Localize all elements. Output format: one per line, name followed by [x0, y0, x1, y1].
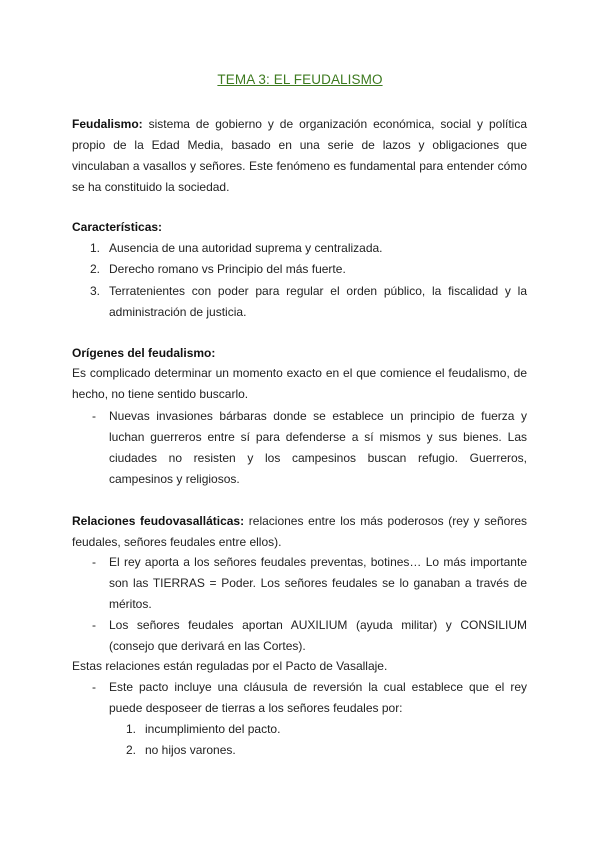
- list-number: 2.: [90, 262, 101, 276]
- page-title: TEMA 3: EL FEUDALISMO: [217, 72, 383, 87]
- relaciones-text: relaciones entre los más poderosos (rey y señores feudales, señores feudales entre ellos).: [72, 514, 527, 549]
- list-number: 3.: [90, 284, 101, 298]
- origenes-paragraph: Es complicado determinar un momento exacto en el que comience el feudalismo, de hecho, no tiene sentido buscarlo.: [72, 366, 527, 401]
- list-item: incumplimiento del pacto.: [145, 722, 281, 736]
- relaciones-term: Relaciones feudovasalláticas:: [72, 514, 245, 528]
- bullet-dash: -: [92, 618, 96, 632]
- bullet-dash: -: [92, 555, 96, 569]
- list-item: El rey aporta a los señores feudales preventas, botines… Lo más importante son las TIERRAS = Poder. Los señores feudales se lo ganaban a través de méritos.: [109, 555, 527, 611]
- list-item: Los señores feudales aportan AUXILIUM (ayuda militar) y CONSILIUM (consejo que derivará en las Cortes).: [109, 618, 527, 653]
- origenes-heading: Orígenes del feudalismo:: [72, 346, 216, 360]
- list-item: no hijos varones.: [145, 743, 236, 757]
- list-number: 1.: [126, 722, 137, 736]
- intro-paragraph: [72, 114, 527, 198]
- list-item: Nuevas invasiones bárbaras donde se establece un principio de fuerza y luchan guerreros entre sí para defenderse a sí mismos y sus bienes. Las ciudades no resisten y los campesinos buscan refugio. Guerreros, campesinos y religiosos.: [109, 409, 527, 486]
- caracteristicas-heading: Características:: [72, 220, 163, 234]
- list-number: 2.: [126, 743, 137, 757]
- bullet-dash: -: [92, 409, 96, 423]
- list-item: Derecho romano vs Principio del más fuerte.: [109, 262, 346, 276]
- relaciones-paragraph: [72, 511, 527, 553]
- list-item: Ausencia de una autoridad suprema y centralizada.: [109, 241, 383, 255]
- intro-term: Feudalismo:: [72, 117, 143, 131]
- bullet-dash: -: [92, 680, 96, 694]
- list-number: 1.: [90, 241, 101, 255]
- regulated-paragraph: Estas relaciones están reguladas por el Pacto de Vasallaje.: [72, 659, 388, 673]
- list-item: Este pacto incluye una cláusula de reversión la cual establece que el rey puede desposeer de tierras a los señores feudales por:: [109, 680, 527, 715]
- list-item: Terratenientes con poder para regular el orden público, la fiscalidad y la administración de justicia.: [109, 284, 527, 319]
- intro-text: sistema de gobierno y de organización económica, social y política propio de la Edad Media, basado en una serie de lazos y obligaciones que vinculaban a vasallos y señores. Este fenómeno es fundamental para entender cómo se ha constituido la sociedad.: [72, 117, 527, 194]
